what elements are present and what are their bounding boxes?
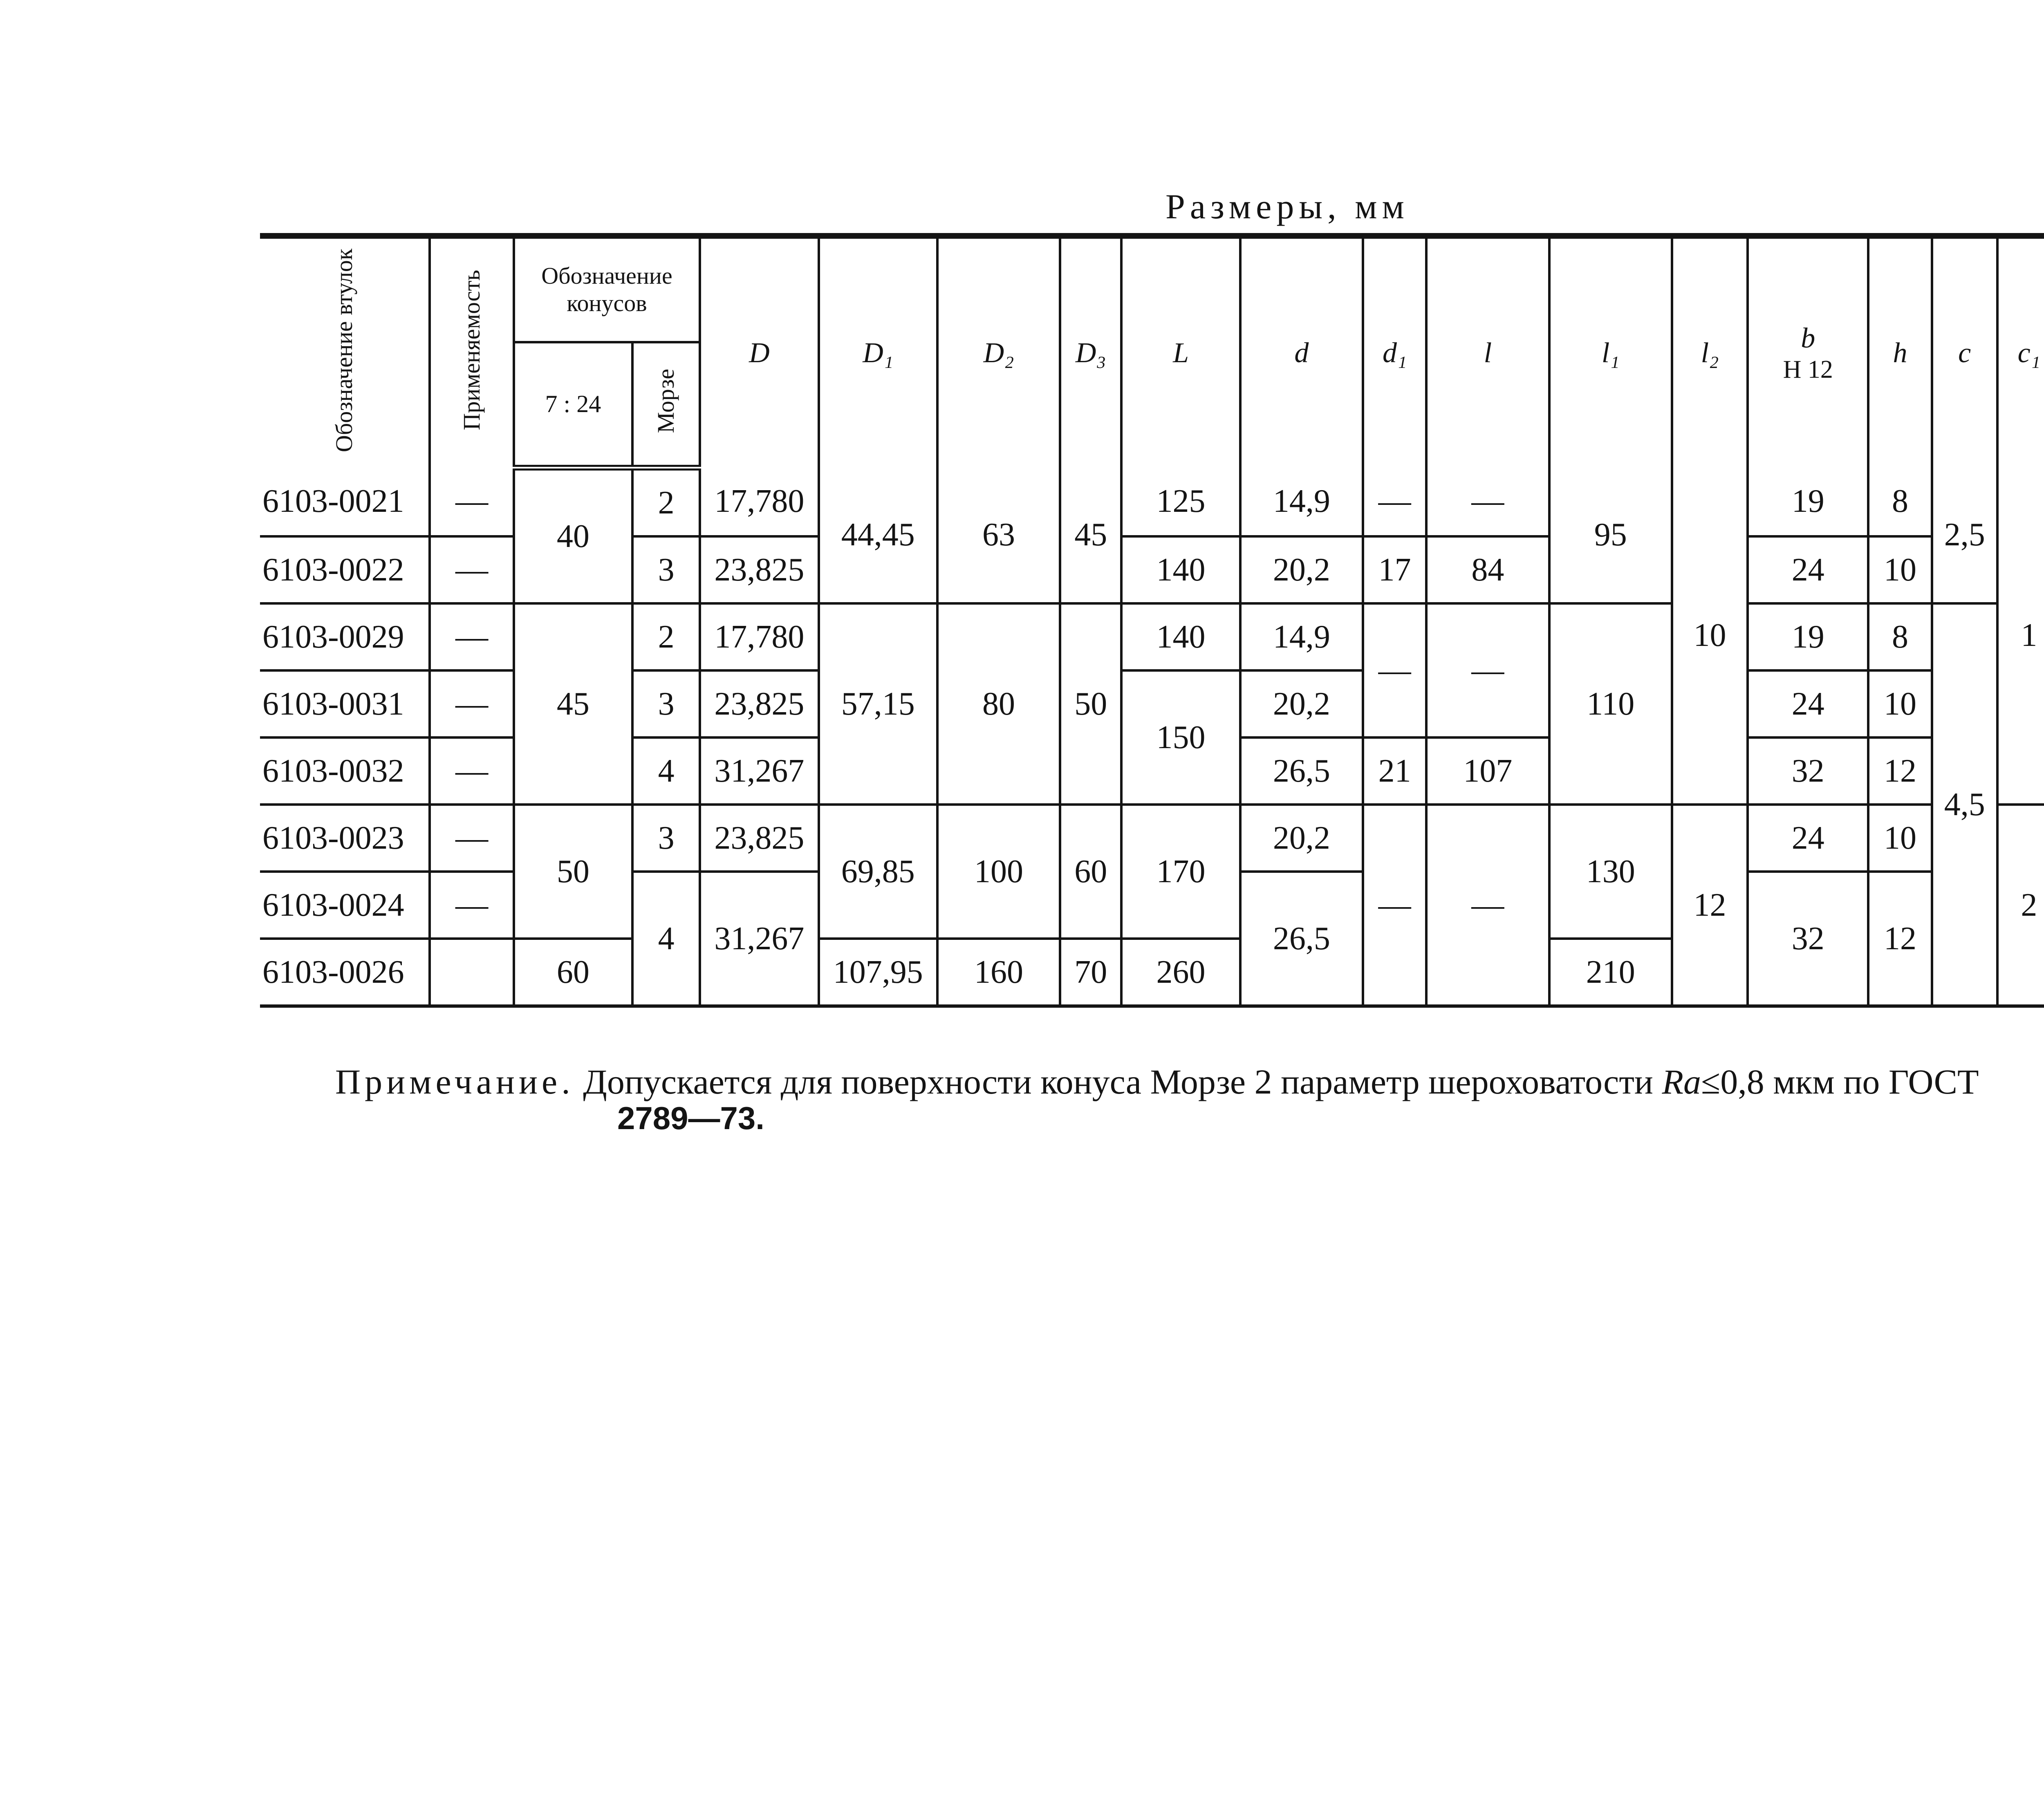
header-l2: l₂ bbox=[1672, 236, 1748, 468]
header-cone-724: 7 : 24 bbox=[514, 342, 632, 468]
morse-cell: 3 bbox=[632, 805, 700, 872]
applicability-cell: — bbox=[430, 737, 513, 805]
D2-cell: 160 bbox=[937, 939, 1060, 1006]
c1-cell: 1 bbox=[1997, 468, 2044, 805]
b-cell: 24 bbox=[1748, 805, 1868, 872]
L-cell: 140 bbox=[1121, 603, 1240, 670]
header-D3: D₃ bbox=[1060, 236, 1121, 468]
applicability-cell bbox=[430, 939, 513, 1006]
b-cell: 19 bbox=[1748, 468, 1868, 536]
h-cell: 12 bbox=[1868, 737, 1932, 805]
b-cell: 32 bbox=[1748, 872, 1868, 1006]
header-l: l bbox=[1426, 236, 1549, 468]
D3-cell: 50 bbox=[1060, 603, 1121, 805]
d1-cell: 17 bbox=[1363, 536, 1426, 603]
b-cell: 19 bbox=[1748, 603, 1868, 670]
l1-cell: 110 bbox=[1549, 603, 1672, 805]
d1-cell: 21 bbox=[1363, 737, 1426, 805]
page-title: Размеры, мм bbox=[1165, 187, 1409, 226]
l-cell: — bbox=[1426, 603, 1549, 737]
designation-cell: 6103-0022 bbox=[260, 536, 430, 603]
table-row bbox=[260, 805, 2044, 872]
d1-cell: — bbox=[1363, 468, 1426, 536]
note-text-after: ≤0,8 мкм по ГОСТ bbox=[1701, 1062, 1979, 1101]
D1-cell: 107,95 bbox=[819, 939, 937, 1006]
table-row bbox=[260, 468, 2044, 536]
D-cell: 17,780 bbox=[700, 603, 818, 670]
L-cell: 140 bbox=[1121, 536, 1240, 603]
c1-cell: 2 bbox=[1997, 805, 2044, 1006]
cone-724-cell: 45 bbox=[514, 603, 632, 805]
morse-cell: 2 bbox=[632, 603, 700, 670]
l2-cell: 10 bbox=[1672, 468, 1748, 805]
header-D2: D₂ bbox=[937, 236, 1060, 468]
D2-cell: 80 bbox=[937, 603, 1060, 805]
L-cell: 150 bbox=[1121, 670, 1240, 805]
dimensions-table bbox=[260, 233, 2044, 1008]
l2-cell: 12 bbox=[1672, 805, 1748, 1006]
D-cell: 23,825 bbox=[700, 536, 818, 603]
header-designation: Обозначение втулок bbox=[260, 236, 430, 468]
applicability-cell: — bbox=[430, 670, 513, 737]
cone-724-cell: 50 bbox=[514, 805, 632, 939]
designation-cell: 6103-0031 bbox=[260, 670, 430, 737]
header-L: L bbox=[1121, 236, 1240, 468]
l-cell: — bbox=[1426, 805, 1549, 1006]
table-row bbox=[260, 603, 2044, 670]
designation-cell: 6103-0024 bbox=[260, 872, 430, 939]
h-cell: 10 bbox=[1868, 670, 1932, 737]
l1-cell: 130 bbox=[1549, 805, 1672, 939]
D2-cell: 100 bbox=[937, 805, 1060, 939]
b-cell: 32 bbox=[1748, 737, 1868, 805]
l1-cell: 95 bbox=[1549, 468, 1672, 603]
D-cell: 17,780 bbox=[700, 468, 818, 536]
h-cell: 8 bbox=[1868, 468, 1932, 536]
designation-cell: 6103-0032 bbox=[260, 737, 430, 805]
designation-cell: 6103-0026 bbox=[260, 939, 430, 1006]
note-text-before: Допускается для поверхности конуса Морзе 2 параметр шероховатости bbox=[583, 1062, 1653, 1101]
D1-cell: 69,85 bbox=[819, 805, 937, 939]
L-cell: 260 bbox=[1121, 939, 1240, 1006]
D3-cell: 70 bbox=[1060, 939, 1121, 1006]
header-applicability: Применяемость bbox=[430, 236, 513, 468]
c-cell: 2,5 bbox=[1932, 468, 1997, 603]
h-cell: 12 bbox=[1868, 872, 1932, 1006]
D2-cell: 63 bbox=[937, 468, 1060, 603]
d1-cell: — bbox=[1363, 805, 1426, 1006]
D3-cell: 60 bbox=[1060, 805, 1121, 939]
applicability-cell: — bbox=[430, 872, 513, 939]
l1-cell: 210 bbox=[1549, 939, 1672, 1006]
l-cell: — bbox=[1426, 468, 1549, 536]
applicability-cell: — bbox=[430, 603, 513, 670]
D1-cell: 57,15 bbox=[819, 603, 937, 805]
morse-cell: 3 bbox=[632, 670, 700, 737]
D-cell: 31,267 bbox=[700, 872, 818, 1006]
note-standard-ref: 2789—73. bbox=[617, 1100, 764, 1136]
D3-cell: 45 bbox=[1060, 468, 1121, 603]
c-cell: 4,5 bbox=[1932, 603, 1997, 1006]
l-cell: 84 bbox=[1426, 536, 1549, 603]
applicability-cell: — bbox=[430, 536, 513, 603]
header-b-tolerance: Н 12 bbox=[1783, 355, 1833, 383]
d-cell: 26,5 bbox=[1240, 737, 1363, 805]
applicability-cell: — bbox=[430, 468, 513, 536]
dimensions-table-wrap bbox=[260, 233, 2044, 1008]
d-cell: 14,9 bbox=[1240, 603, 1363, 670]
D1-cell: 44,45 bbox=[819, 468, 937, 603]
h-cell: 10 bbox=[1868, 805, 1932, 872]
d-cell: 20,2 bbox=[1240, 670, 1363, 737]
header-D1: D₁ bbox=[819, 236, 937, 468]
L-cell: 170 bbox=[1121, 805, 1240, 939]
applicability-cell: — bbox=[430, 805, 513, 872]
L-cell: 125 bbox=[1121, 468, 1240, 536]
header-c: c bbox=[1932, 236, 1997, 468]
header-b bbox=[1748, 236, 1868, 468]
l-cell: 107 bbox=[1426, 737, 1549, 805]
b-cell: 24 bbox=[1748, 536, 1868, 603]
morse-cell: 4 bbox=[632, 872, 700, 1006]
header-c1: c₁ bbox=[1997, 236, 2044, 468]
header-l1: l₁ bbox=[1549, 236, 1672, 468]
header-d: d bbox=[1240, 236, 1363, 468]
d-cell: 26,5 bbox=[1240, 872, 1363, 1006]
note-label: Примечание. bbox=[335, 1062, 574, 1101]
morse-cell: 4 bbox=[632, 737, 700, 805]
designation-cell: 6103-0023 bbox=[260, 805, 430, 872]
designation-cell: 6103-0029 bbox=[260, 603, 430, 670]
header-b-symbol: b bbox=[1801, 323, 1815, 354]
header-h: h bbox=[1868, 236, 1932, 468]
cone-724-cell: 40 bbox=[514, 468, 632, 603]
header-D: D bbox=[700, 236, 818, 468]
D-cell: 23,825 bbox=[700, 670, 818, 737]
d1-cell: — bbox=[1363, 603, 1426, 737]
morse-cell: 2 bbox=[632, 468, 700, 536]
D-cell: 31,267 bbox=[700, 737, 818, 805]
d-cell: 14,9 bbox=[1240, 468, 1363, 536]
h-cell: 10 bbox=[1868, 536, 1932, 603]
table-note bbox=[335, 1063, 2044, 1135]
d-cell: 20,2 bbox=[1240, 536, 1363, 603]
b-cell: 24 bbox=[1748, 670, 1868, 737]
header-d1: d₁ bbox=[1363, 236, 1426, 468]
designation-cell: 6103-0021 bbox=[260, 468, 430, 536]
D-cell: 23,825 bbox=[700, 805, 818, 872]
morse-cell: 3 bbox=[632, 536, 700, 603]
header-cone-group: Обозначение конусов bbox=[514, 236, 700, 342]
cone-724-cell: 60 bbox=[514, 939, 632, 1006]
header-cone-morse: Морзе bbox=[632, 342, 700, 468]
h-cell: 8 bbox=[1868, 603, 1932, 670]
d-cell: 20,2 bbox=[1240, 805, 1363, 872]
note-ra-symbol: Ra bbox=[1662, 1062, 1701, 1101]
